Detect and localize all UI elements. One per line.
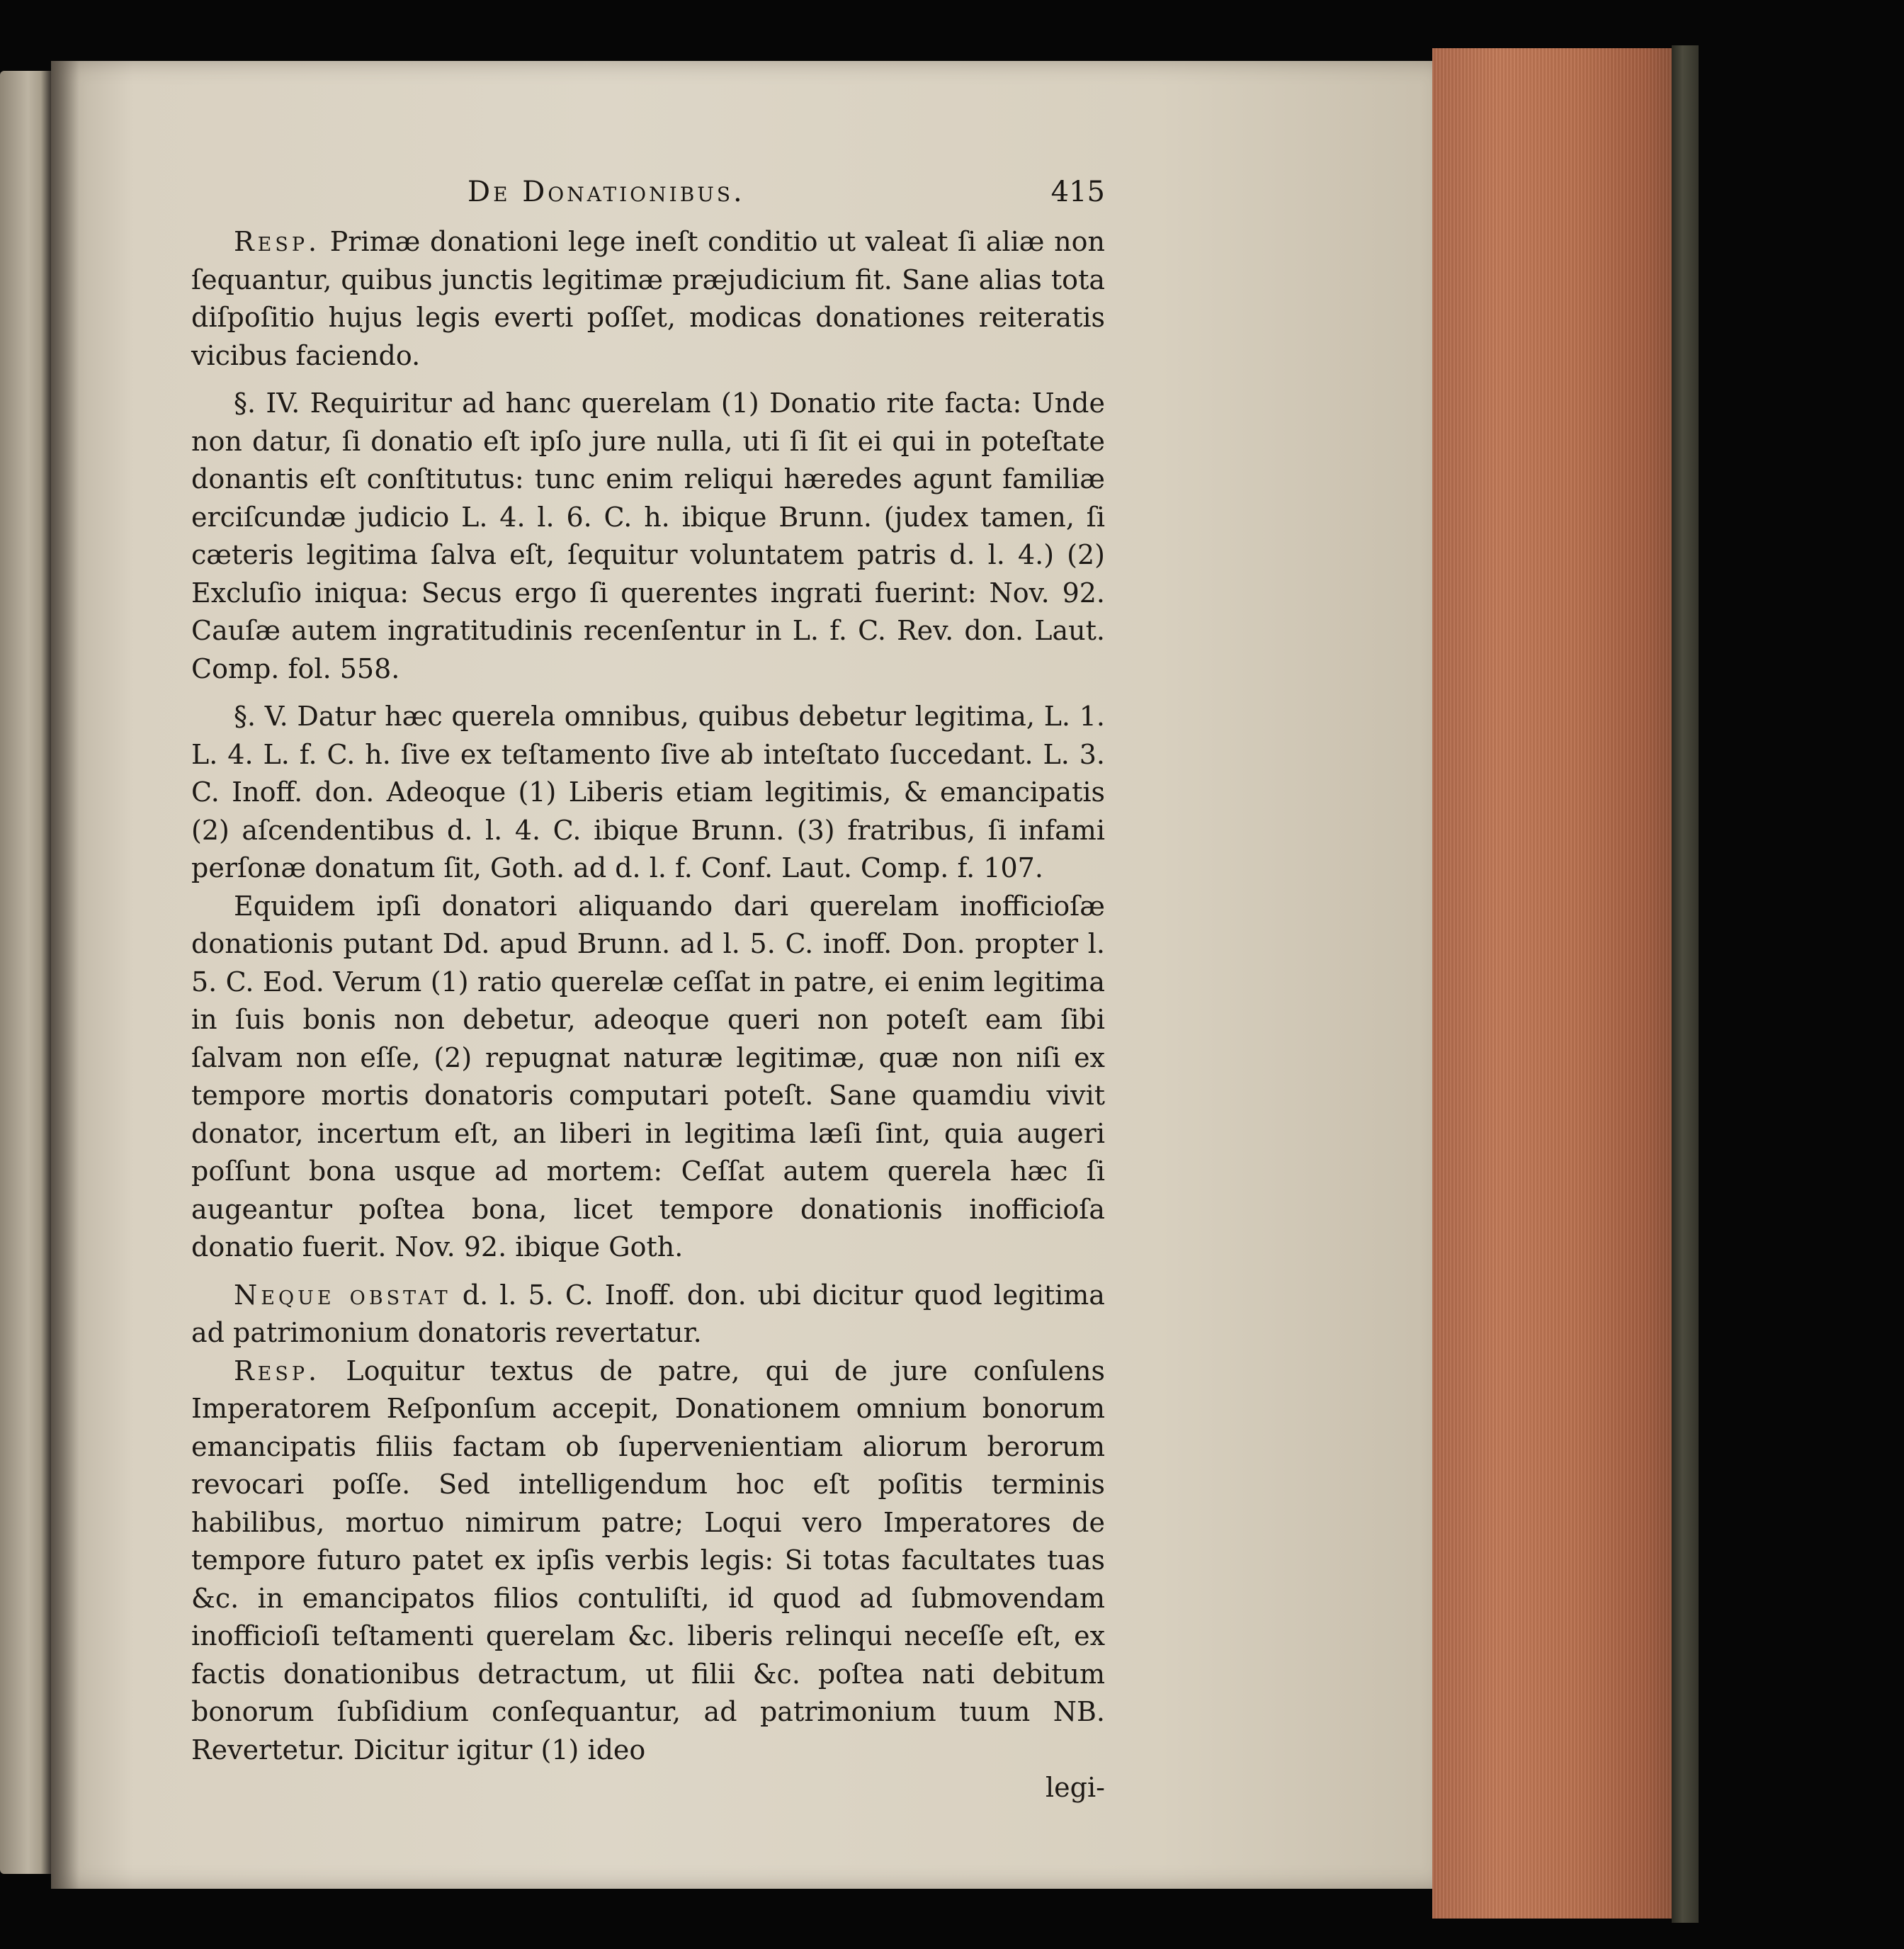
running-title: De Donationibus. — [468, 176, 745, 208]
paragraph-lead: Neque obstat — [234, 1279, 451, 1311]
book-cover-board — [1672, 45, 1699, 1923]
paragraph-neque-obstat — [191, 1277, 1105, 1352]
paragraph-text: Requiritur ad hanc querelam (1) Donatio rite facta: Unde non datur, ſi donatio eſt ipſo jure nulla, uti ſi ſit ei qui in poteſtate donantis eſt conſtitutus: tunc enim reliqui hæredes agunt familiæ erciſcundæ judicio L. 4. l. 6. C. h. ibique Brunn. (judex tamen, ſi cæteris legitima ſalva eſt, ſequitur voluntatem patris d. l. 4.) (2) Excluſio iniqua: Secus ergo ſi querentes ingrati fuerint: Nov. 92. Cauſæ autem ingratitudinis recenſentur in L. f. C. Rev. don. Laut. Comp. fol. 558. — [191, 388, 1105, 684]
paragraph-text: Loquitur textus de patre, qui de jure conſulens Imperatorem Reſponſum accepit, Donationem omnium bonorum emancipatis filiis factam ob ſupervenientiam aliorum berorum revocari poſſe. Sed intelligendum hoc eſt poſitis terminis habilibus, mortuo nimirum patre; Loqui vero Imperatores de tempore futuro patet ex ipſis verbis legis: Si totas facultates tuas &c. in emancipatos filios contuliſti, id quod ad ſubmovendam inofficioſi teſtamenti querelam &c. liberis relinqui neceſſe eſt, ex factis donationibus detractum, ut filii &c. poſtea nati debitum bonorum ſubſidium conſequantur, ad patrimonium tuum NB. Revertetur. Dicitur igitur (1) ideo — [191, 1355, 1105, 1766]
previous-page-edge — [0, 71, 51, 1874]
paragraph-lead: Resp. — [234, 226, 321, 257]
paragraph-lead: §. IV. — [234, 388, 300, 419]
paragraph-lead: §. V. — [234, 701, 288, 732]
paragraph-lead: Resp. — [234, 1355, 321, 1386]
paragraph-equidem — [191, 888, 1105, 1267]
page-number: 415 — [1050, 176, 1105, 208]
paragraph-resp-1 — [191, 223, 1105, 375]
paragraph-text: Primæ donationi lege ineſt conditio ut valeat ſi aliæ non ſequantur, quibus junctis legitimæ præjudicium fit. Sane alias tota diſpoſitio hujus legis everti poſſet, modicas donationes reiteratis vicibus faciendo. — [191, 226, 1105, 371]
page-text-block — [191, 174, 1105, 1807]
book-fore-edge — [1432, 48, 1698, 1919]
paragraph-section-v — [191, 698, 1105, 888]
paragraph-section-iv — [191, 385, 1105, 688]
paragraph-text: d. l. 5. C. Inoff. don. ubi dicitur quod legitima ad patrimonium donatoris revertatur. — [191, 1279, 1105, 1348]
catchword: legi- — [1046, 1772, 1105, 1803]
paragraph-text: Datur hæc querela omnibus, quibus debetur legitima, L. 1. L. 4. L. f. C. h. ſive ex teſtamento ſive ab inteſtato ſuccedant. L. 3. C. Inoff. don. Adeoque (1) Liberis etiam legitimis, & emancipatis (2) aſcendentibus d. l. 4. C. ibique Brunn. (3) fratribus, ſi infami perſonæ donatum ſit, Goth. ad d. l. f. Conf. Laut. Comp. f. 107. — [191, 701, 1105, 883]
paragraph-text: Equidem ipſi donatori aliquando dari querelam inofficioſæ donationis putant Dd. apud Brunn. ad l. 5. C. inoff. Don. propter l. 5. C. Eod. Verum (1) ratio querelæ ceſſat in patre, ei enim legitima in ſuis bonis non debetur, adeoque queri non poteſt eam ſibi ſalvam non eſſe, (2) repugnat naturæ legitimæ, quæ non niſi ex tempore mortis donatoris computari poteſt. Sane quamdiu vivit donator, incertum eſt, an liberi in legitima læſi ſint, quia augeri poſſunt bona usque ad mortem: Ceſſat autem querela hæc ſi augeantur poſtea bona, licet tempore donationis inofficioſa donatio fuerit. Nov. 92. ibique Goth. — [191, 890, 1105, 1262]
page-gutter-shadow — [51, 61, 79, 1889]
paragraph-resp-2 — [191, 1352, 1105, 1770]
running-head — [191, 174, 1105, 216]
